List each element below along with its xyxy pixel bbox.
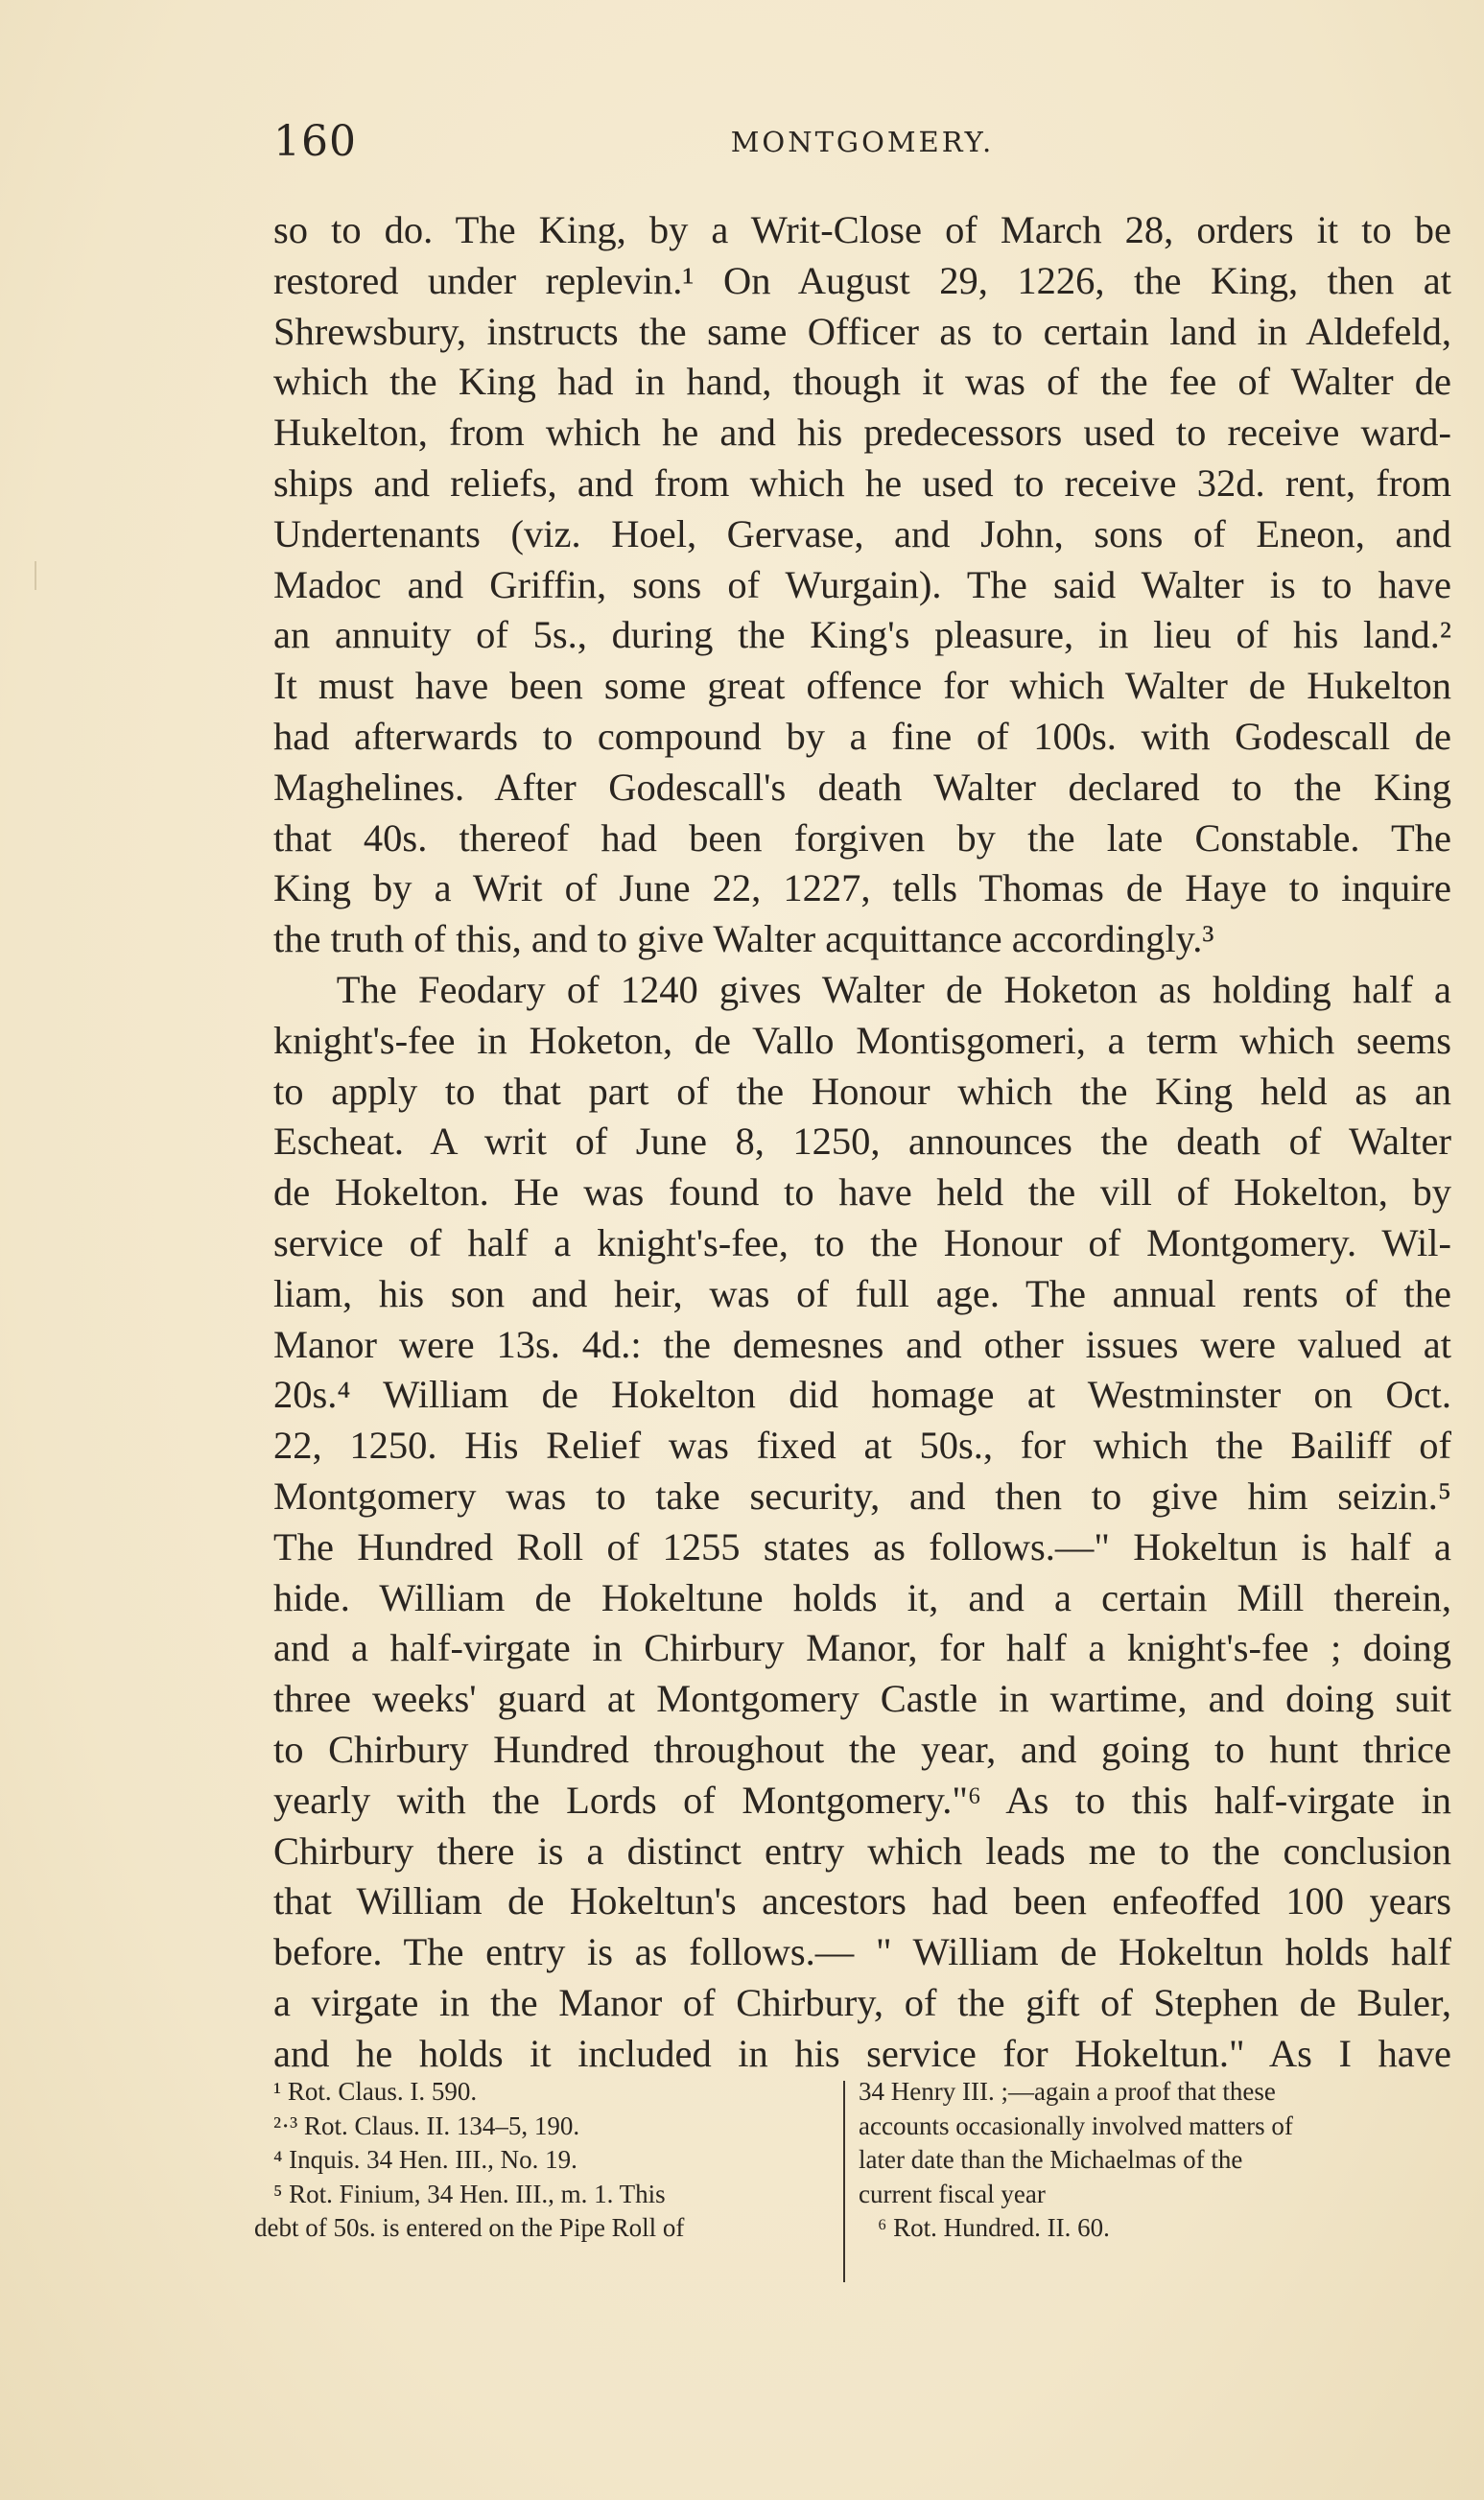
text-line: three weeks' guard at Montgomery Castle in wartime, and doing suit (273, 1677, 1451, 1721)
running-title: MONTGOMERY. (730, 126, 995, 158)
text-line: 22, 1250. His Relief was fixed at 50s., for which the Bailiff of (273, 1424, 1451, 1468)
text-line: that 40s. thereof had been forgiven by the late Constable. The (273, 815, 1451, 860)
text-line: which the King had in hand, though it was of the fee of Walter de (273, 360, 1451, 404)
footnote-divider (843, 2081, 845, 2282)
footnote: debt of 50s. is entered on the Pipe Roll of (254, 2213, 685, 2242)
footnote: later date than the Michaelmas of the (859, 2145, 1243, 2174)
footnote: ¹ Rot. Claus. I. 590. (273, 2077, 478, 2106)
footnote: accounts occasionally involved matters of (859, 2111, 1293, 2140)
text-line: and a half-virgate in Chirbury Manor, for half a knight's-fee ; doing (273, 1626, 1451, 1670)
text-line: had afterwards to compound by a fine of 100s. with Godescall de (273, 714, 1451, 758)
text-line: Shrewsbury, instructs the same Officer as to certain land in Aldefeld, (273, 309, 1451, 353)
text-line: to apply to that part of the Honour which the King held as an (273, 1069, 1451, 1113)
text-line: Chirbury there is a distinct entry which leads me to the conclusion (273, 1828, 1451, 1873)
text-line: The Hundred Roll of 1255 states as follows.—" Hokeltun is half a (273, 1524, 1451, 1568)
page-number: 160 (273, 117, 357, 166)
text-line: King by a Writ of June 22, 1227, tells Thomas de Haye to inquire (273, 866, 1451, 910)
body-text (273, 205, 1451, 2079)
text-line: liam, his son and heir, was of full age. The annual rents of the (273, 1271, 1451, 1315)
text-line: Montgomery was to take security, and then to give him seizin.⁵ (273, 1474, 1451, 1518)
text-line: Hukelton, from which he and his predecessors used to receive ward- (273, 411, 1451, 455)
text-line: before. The entry is as follows.— " William de Hokeltun holds half (273, 1930, 1451, 1974)
text-line: that William de Hokeltun's ancestors had been enfeoffed 100 years (273, 1879, 1451, 1923)
margin-mark (35, 561, 36, 590)
text-line: so to do. The King, by a Writ-Close of March 28, orders it to be (273, 208, 1451, 251)
text-line: The Feodary of 1240 gives Walter de Hoketon as holding half a (273, 967, 1451, 1011)
text-line: service of half a knight's-fee, to the Honour of Montgomery. Wil- (273, 1220, 1451, 1264)
footnote: ²·³ Rot. Claus. II. 134–5, 190. (273, 2111, 580, 2140)
text-line: an annuity of 5s., during the King's pleasure, in lieu of his land.² (273, 613, 1451, 657)
text-line: the truth of this, and to give Walter acquittance accordingly.³ (273, 917, 1214, 961)
text-line: Undertenants (viz. Hoel, Gervase, and John, sons of Eneon, and (273, 511, 1451, 555)
text-line: de Hokelton. He was found to have held the vill of Hokelton, by (273, 1170, 1451, 1215)
footnote: ⁵ Rot. Finium, 34 Hen. III., m. 1. This (273, 2179, 666, 2208)
footnote: current fiscal year (859, 2179, 1046, 2208)
page-header (273, 113, 1451, 171)
footnotes-right-column (859, 2075, 1434, 2246)
text-line: hide. William de Hokeltune holds it, and a certain Mill therein, (273, 1575, 1451, 1619)
footnote: ⁴ Inquis. 34 Hen. III., No. 19. (273, 2145, 577, 2174)
text-line: ships and reliefs, and from which he used to receive 32d. rent, from (273, 460, 1451, 505)
text-line: Madoc and Griffin, sons of Wurgain). The said Walter is to have (273, 562, 1451, 606)
text-line: to Chirbury Hundred throughout the year, and going to hunt thrice (273, 1727, 1451, 1771)
text-line: and he holds it included in his service for Hokeltun." As I have (273, 2031, 1451, 2075)
text-line: It must have been some great offence for which Walter de Hukelton (273, 664, 1451, 708)
text-line: restored under replevin.¹ On August 29, 1226, the King, then at (273, 258, 1451, 302)
text-line: Maghelines. After Godescall's death Walter declared to the King (273, 765, 1451, 809)
footnotes-left-column (254, 2075, 830, 2246)
footnote: ⁶ Rot. Hundred. II. 60. (878, 2213, 1110, 2242)
text-line: 20s.⁴ William de Hokelton did homage at Westminster on Oct. (273, 1373, 1451, 1417)
text-line: yearly with the Lords of Montgomery."⁶ As to this half-virgate in (273, 1778, 1451, 1822)
text-line: knight's-fee in Hoketon, de Vallo Montisgomeri, a term which seems (273, 1018, 1451, 1062)
text-line: Escheat. A writ of June 8, 1250, announces the death of Walter (273, 1120, 1451, 1164)
text-line: Manor were 13s. 4d.: the demesnes and other issues were valued at (273, 1322, 1451, 1366)
footnote: 34 Henry III. ;—again a proof that these (859, 2077, 1276, 2106)
text-line: a virgate in the Manor of Chirbury, of the gift of Stephen de Buler, (273, 1980, 1451, 2024)
